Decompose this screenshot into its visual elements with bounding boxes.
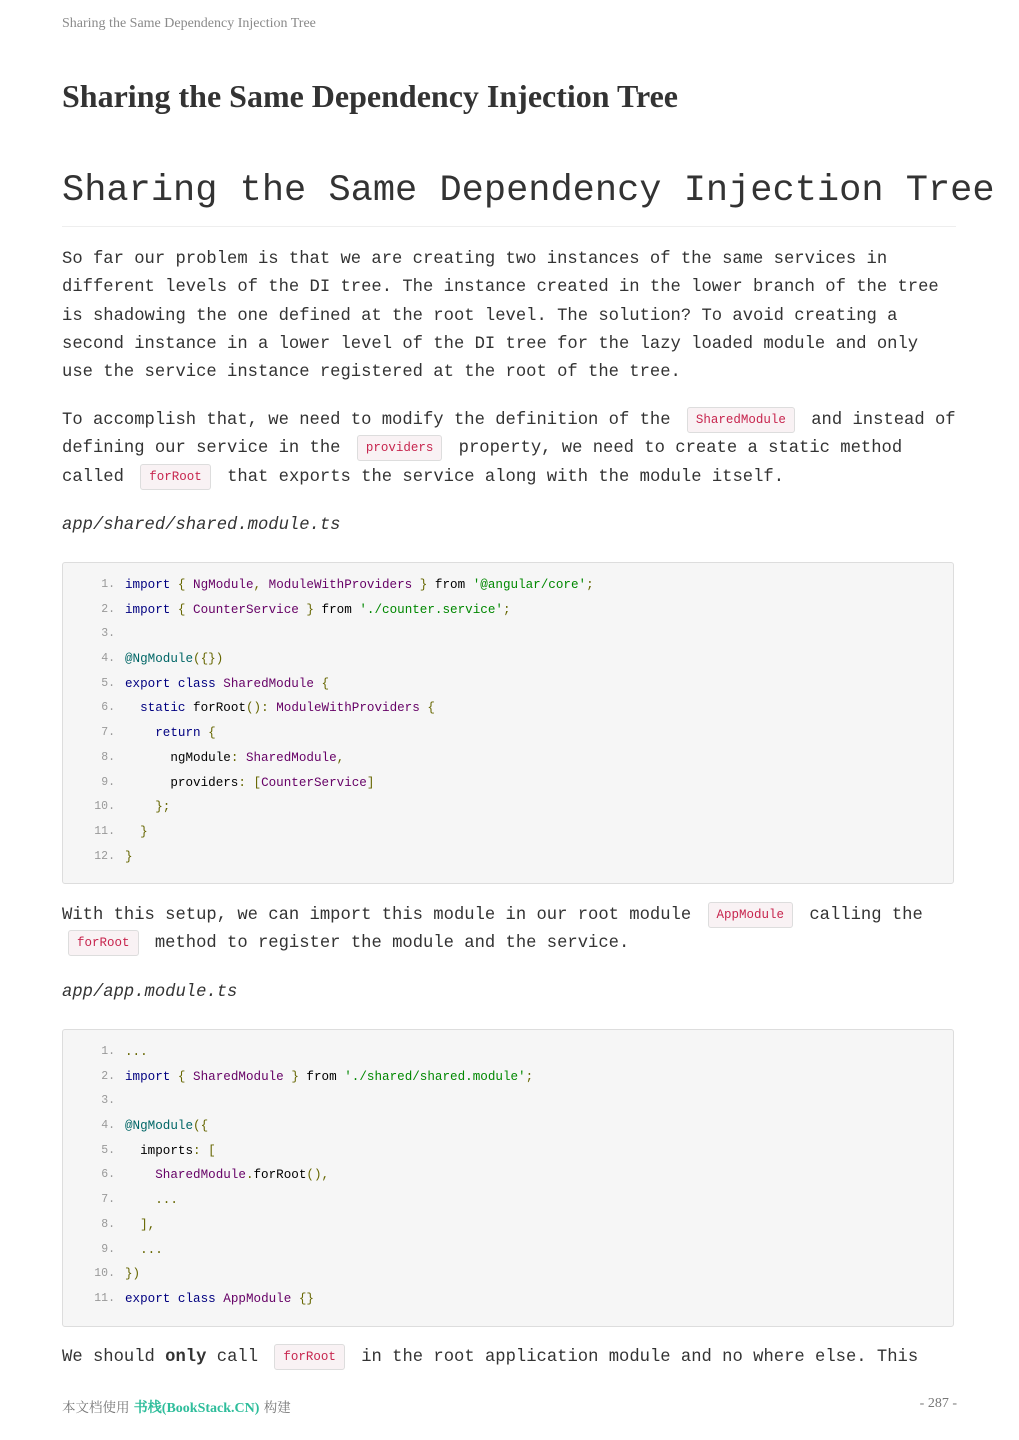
line-number: 12. bbox=[94, 849, 115, 863]
setup-paragraph bbox=[62, 902, 962, 959]
line-number: 9. bbox=[101, 1242, 115, 1256]
file-label-app-module: app/app.module.ts bbox=[62, 983, 238, 1002]
code-text: ... bbox=[125, 1045, 148, 1059]
inline-code-sharedmodule: SharedModule bbox=[687, 407, 795, 433]
section-heading: Sharing the Same Dependency Injection Tree bbox=[62, 170, 956, 227]
code-line bbox=[63, 598, 953, 623]
code-line bbox=[63, 820, 953, 845]
line-number: 10. bbox=[94, 800, 115, 814]
code-text: @NgModule({}) bbox=[125, 652, 224, 667]
inline-code-providers: providers bbox=[357, 435, 443, 461]
code-line bbox=[63, 573, 953, 598]
code-text: @NgModule({ bbox=[125, 1119, 209, 1134]
file-label-shared-module: app/shared/shared.module.ts bbox=[62, 516, 341, 535]
emphasis-text: only bbox=[165, 1348, 207, 1367]
code-text: ngModule: SharedModule, bbox=[125, 750, 345, 765]
paragraph-line: So far our problem is that we are creating two instances of the same services in bbox=[62, 250, 888, 269]
paragraph-text: To accomplish that, we need to modify the definition of the bbox=[62, 411, 671, 430]
code-text: static forRoot(): ModuleWithProviders { bbox=[140, 701, 435, 716]
code-text: export class SharedModule { bbox=[125, 676, 330, 691]
code-line bbox=[63, 1040, 953, 1065]
code-line bbox=[63, 845, 953, 870]
paragraph-text: We should bbox=[62, 1348, 155, 1367]
code-line bbox=[63, 1139, 953, 1164]
line-number: 4. bbox=[101, 652, 115, 666]
line-number: 9. bbox=[101, 775, 115, 789]
code-line bbox=[63, 771, 953, 796]
code-line bbox=[63, 1089, 953, 1114]
code-text: export class AppModule {} bbox=[125, 1291, 314, 1306]
line-number: 3. bbox=[101, 627, 115, 641]
code-line bbox=[63, 1065, 953, 1090]
paragraph-text: calling the bbox=[809, 906, 923, 925]
code-line bbox=[63, 672, 953, 697]
footer-prefix: 本文档使用 bbox=[62, 1400, 130, 1416]
code-line bbox=[63, 795, 953, 820]
inline-code-forroot: forRoot bbox=[140, 464, 211, 490]
code-text: providers: [CounterService] bbox=[125, 775, 375, 790]
paragraph-text: that exports the service along with the module itself. bbox=[227, 467, 785, 487]
footer-credit bbox=[62, 1396, 291, 1417]
code-text: import { SharedModule } from './shared/shared.module'; bbox=[125, 1069, 534, 1084]
line-number: 11. bbox=[94, 1291, 115, 1305]
forroot-paragraph bbox=[62, 407, 962, 492]
code-text: } bbox=[125, 849, 133, 864]
paragraph-text: call bbox=[216, 1348, 259, 1367]
line-number: 7. bbox=[101, 726, 115, 740]
inline-code-appmodule: AppModule bbox=[708, 902, 794, 928]
code-text: SharedModule.forRoot(), bbox=[155, 1168, 330, 1183]
page-number: - 287 - bbox=[919, 1396, 957, 1411]
running-header: Sharing the Same Dependency Injection Tree bbox=[62, 16, 316, 31]
line-number: 8. bbox=[101, 1217, 115, 1231]
paragraph-line: is shadowing the one defined at the root level. The solution? To avoid creating a bbox=[62, 306, 898, 326]
inline-code-forroot: forRoot bbox=[274, 1344, 345, 1370]
code-text: ], bbox=[140, 1217, 156, 1232]
paragraph-text: defining our service in the bbox=[62, 439, 341, 459]
paragraph-text: and instead of bbox=[811, 411, 956, 430]
code-text: imports: [ bbox=[125, 1143, 216, 1158]
line-number: 1. bbox=[101, 578, 115, 591]
document-title: Sharing the Same Dependency Injection Tree bbox=[62, 78, 678, 114]
paragraph-line: second instance in a lower level of the DI tree for the lazy loaded module and only bbox=[62, 334, 919, 354]
line-number: 11. bbox=[94, 824, 115, 838]
line-number: 10. bbox=[94, 1267, 115, 1281]
paragraph-text: With this setup, we can import this module in our root module bbox=[62, 906, 692, 925]
code-line bbox=[63, 1114, 953, 1139]
line-number: 6. bbox=[101, 701, 115, 715]
line-number: 2. bbox=[101, 602, 115, 616]
line-number: 6. bbox=[101, 1168, 115, 1182]
paragraph-text: property, we need to create a static method bbox=[458, 439, 903, 459]
line-number: 7. bbox=[101, 1193, 115, 1207]
code-line bbox=[63, 622, 953, 647]
line-number: 4. bbox=[101, 1119, 115, 1133]
inline-code-forroot: forRoot bbox=[68, 930, 139, 956]
footer-suffix: 构建 bbox=[263, 1400, 291, 1416]
line-number: 5. bbox=[101, 1143, 115, 1157]
code-line bbox=[63, 696, 953, 721]
code-line bbox=[63, 1238, 953, 1263]
code-text: import { CounterService } from './counter.service'; bbox=[125, 602, 511, 617]
code-line bbox=[63, 746, 953, 771]
code-text: ... bbox=[140, 1242, 163, 1257]
paragraph-text: in the root application module and no where else. This bbox=[361, 1348, 919, 1367]
line-number: 3. bbox=[101, 1094, 115, 1108]
line-number: 2. bbox=[101, 1069, 115, 1083]
code-text: }; bbox=[155, 800, 171, 815]
code-line bbox=[63, 1188, 953, 1213]
code-line bbox=[63, 1213, 953, 1238]
code-text: return { bbox=[155, 726, 216, 741]
paragraph-line: different levels of the DI tree. The instance created in the lower branch of the tree bbox=[62, 278, 939, 298]
code-line bbox=[63, 1163, 953, 1188]
code-text: } bbox=[140, 824, 148, 839]
code-line bbox=[63, 647, 953, 672]
paragraph-line: use the service instance registered at the root of the tree. bbox=[62, 363, 681, 383]
code-text: }) bbox=[125, 1267, 141, 1282]
code-text: ... bbox=[155, 1193, 178, 1208]
code-line bbox=[63, 721, 953, 746]
line-number: 8. bbox=[101, 750, 115, 764]
line-number: 5. bbox=[101, 676, 115, 690]
code-block-app-module bbox=[62, 1029, 954, 1327]
footer-brand-link[interactable]: 书栈(BookStack.CN) bbox=[133, 1401, 260, 1416]
code-block-shared-module bbox=[62, 562, 954, 884]
code-line bbox=[63, 1262, 953, 1287]
line-number: 1. bbox=[101, 1045, 115, 1058]
code-line bbox=[63, 1287, 953, 1312]
paragraph-text: method to register the module and the service. bbox=[154, 934, 630, 954]
code-text: import { NgModule, ModuleWithProviders } from '@angular/core'; bbox=[125, 578, 594, 592]
paragraph-text: called bbox=[62, 467, 124, 487]
only-call-paragraph bbox=[62, 1344, 962, 1372]
intro-paragraph bbox=[62, 246, 962, 387]
